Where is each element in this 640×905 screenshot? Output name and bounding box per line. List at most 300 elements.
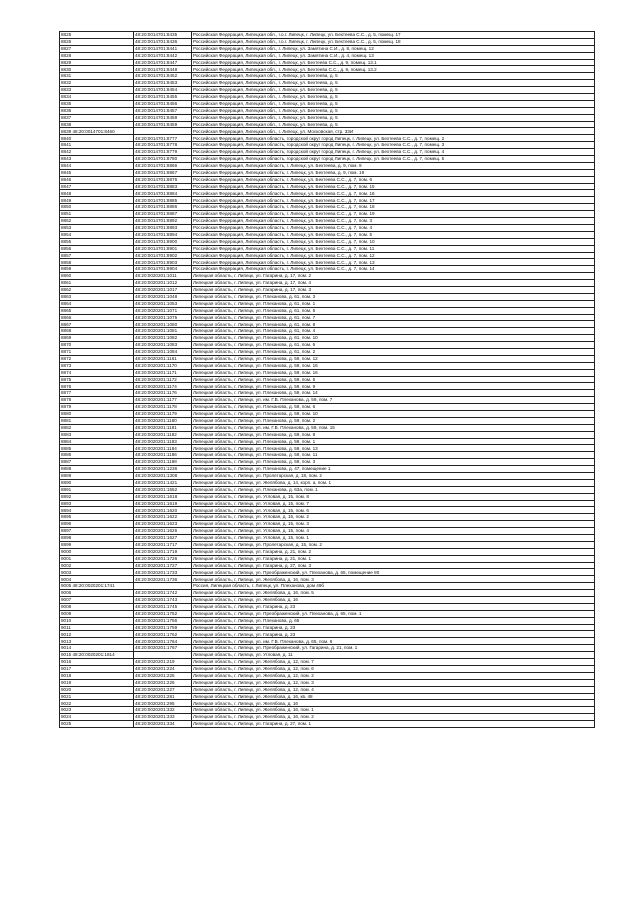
row-number-cell: 8840 [60,135,134,142]
table-row [60,410,595,417]
address-cell: Российская Федерация, Липецкая обл., г. Липецк, ул. Бехтеева, д. 5 [192,94,595,101]
cadastral-number-cell: 48:20:0014701:8903 [134,259,192,266]
cadastral-number-cell: 48:20:0014701:8883 [134,183,192,190]
cadastral-number-cell: 48:20:0020201:1176 [134,390,192,397]
cadastral-number-cell: 48:20:0014701:8448 [134,66,192,73]
table-row [60,121,595,128]
address-cell: Липецкая область, г. Липецк, ул. Гагарина, д. 23 [192,631,595,638]
cadastral-number-cell: 48:20:0014701:8455 [134,94,192,101]
address-cell: Российская Федерация, Липецкая область, г. Липецк, ул. Бехтеева С.С., д. 7, пом. 19 [192,211,595,218]
cadastral-number-cell: 48:20:0020201:1421 [134,479,192,486]
row-number-cell: 9000 [60,548,134,555]
table-row [60,231,595,238]
table-row [60,128,595,135]
address-cell: Липецкая область, г. Липецк, ул. Плеханова, д. 59, пом. 14 [192,390,595,397]
address-cell: Российская Федерация, Липецкая обл., г. Липецк, ул. Бехтеева, д. 5 [192,121,595,128]
table-row [60,438,595,445]
table-row [60,535,595,542]
row-number-cell: 9013 [60,638,134,645]
row-number-cell: 9017 [60,665,134,672]
address-cell: Липецкая область, г. Липецк, ул. Плеханова, д. 59, пом. 16 [192,369,595,376]
cadastral-number-cell: 48:20:0020201:1756 [134,617,192,624]
row-number-cell: 8876 [60,383,134,390]
table-row [60,486,595,493]
row-number-cell: 9007 [60,597,134,604]
address-cell: Липецкая область, г. Липецк, ул. Гагарина, д. 21, пом. 2 [192,548,595,555]
table-row [60,686,595,693]
row-number-cell: 8842 [60,149,134,156]
table-row [60,100,595,107]
cadastral-number-cell: 48:20:0014701:8441 [134,45,192,52]
row-number-cell: 8899 [60,541,134,548]
cadastral-number-cell [134,583,192,590]
cadastral-number-cell: 48:20:0014701:8886 [134,204,192,211]
address-cell: Российская Федерация, Липецкая обл., г. Липецк, ул. Бехтеева, д. 5 [192,80,595,87]
table-row [60,721,595,728]
row-number-cell: 9006 [60,590,134,597]
address-cell: Липецкая область, г. Липецк, ул. Гагарина, д. 23 [192,624,595,631]
table-row [60,245,595,252]
address-cell: Липецкая область, г. Липецк, ул. Гагарина, д. 27, пом. 1 [192,721,595,728]
address-cell: Липецкая область, г. Липецк, ул. Плеханова, д. 61, пом. 4 [192,328,595,335]
row-number-cell: 9003 [60,569,134,576]
row-number-cell: 8836 [60,107,134,114]
address-cell: Российская Федерация, Липецкая область, г. Липецк, ул. Бехтеева С.С., д. 7, пом. 6 [192,176,595,183]
row-number-cell: 8882 [60,424,134,431]
row-number-cell: 8890 [60,479,134,486]
address-cell: Липецкая область, г. Липецк, ул. Преображенский, ул. Плеханова, д. 65, пом. 1 [192,610,595,617]
table-row [60,672,595,679]
cadastral-number-cell: 48:20:0020201:1186 [134,452,192,459]
row-number-cell: 8888 [60,466,134,473]
address-cell: Российская Федерация, Липецкая область, городской округ город Липецк, г. Липецк, ул. Бехтеева С.С., д. 7, помещ. 2 [192,135,595,142]
table-row [60,707,595,714]
table-row [60,445,595,452]
table-row [60,59,595,66]
cadastral-number-cell: 48:20:0020201:1177 [134,397,192,404]
address-cell: Российская Федерация, Липецкая область, городской округ город Липецк, г. Липецк, ул. Бехтеева С.С., д. 7, помещ. 3 [192,142,595,149]
table-row [60,45,595,52]
table-row [60,714,595,721]
row-number-cell: 9009 [60,610,134,617]
table-row [60,431,595,438]
table-row [60,114,595,121]
address-cell: Липецкая область, г. Липецк, ул. Плеханова, д. 59, пом. 8 [192,431,595,438]
row-number-cell: 8826 [60,38,134,45]
cadastral-number-cell: 48:20:0014701:8885 [134,197,192,204]
row-number-cell: 8852 [60,218,134,225]
address-cell: Липецкая область, г. Липецк, ул. Плеханова, д. 59, пом. 12 [192,355,595,362]
cadastral-number-cell: 48:20:0020201:1181 [134,424,192,431]
address-cell: Липецкая область, г. Липецк, ул. Плеханова, д. 59, пом. 10 [192,410,595,417]
table-row [60,521,595,528]
cadastral-number-cell [134,652,192,659]
cadastral-number-cell: 48:20:0014701:8447 [134,59,192,66]
address-cell: Липецкая область, г. Липецк, ул. Желябова, д. 16 [192,597,595,604]
address-cell: Российская Федерация, Липецкая обл., г. Липецк, ул. Московская, стр. 33И [192,128,595,135]
address-cell: Российская Федерация, Липецкая область, г. Липецк, ул. Бехтеева С.С., д. 7, пом. 13 [192,259,595,266]
table-row [60,135,595,142]
address-cell: Российская Федерация, Липецкая обл., г. Липецк, ул. Бехтеева, д. 5 [192,114,595,121]
table-row [60,238,595,245]
row-number-cell: 8833 [60,87,134,94]
row-number-cell: 8835 [60,100,134,107]
register-table [59,31,595,728]
address-cell: Липецкая область, г. Липецк, ул. Желябова, д. 16, пом. 3 [192,576,595,583]
table-row [60,73,595,80]
table-row [60,693,595,700]
address-cell: Липецкая область, г. Липецк, ул. им. Г.В. Плеханова, д. 59, пом. 15 [192,424,595,431]
row-number-cell: 9015 48:20:0020201:1814 [60,652,134,659]
cadastral-number-cell: 48:20:0020201:1172 [134,376,192,383]
row-number-cell: 8865 [60,307,134,314]
row-number-cell: 9018 [60,672,134,679]
address-cell: Липецкая область, г. Липецк, ул. Плеханова, д. 61, пом. 8 [192,321,595,328]
cadastral-number-cell: 48:20:0020201:1075 [134,314,192,321]
address-cell: Липецкая область, г. Липецк, ул. Угловая, д. 15, пом. 7 [192,500,595,507]
row-number-cell: 8891 [60,486,134,493]
cadastral-number-cell: 48:20:0020201:295 [134,700,192,707]
table-row [60,355,595,362]
address-cell: Российская Федерация, Липецкая область, г. Липецк, ул. Бехтеева С.С., д. 7, пом. 4 [192,224,595,231]
address-cell: Российская Федерация, Липецкая область, г. Липецк, ул. Бехтеева С.С., д. 7, пом. 14 [192,266,595,273]
address-cell: Липецкая область, г. Липецк, ул. Угловая, д. 15, пом. 4 [192,528,595,535]
address-cell: Липецкая область, г. Липецк, ул. Плеханова, д. 59, пом. 13 [192,445,595,452]
row-number-cell: 8889 [60,473,134,480]
table-row [60,169,595,176]
table-row [60,32,595,39]
cadastral-number-cell: 48:20:0020201:1719 [134,548,192,555]
table-row [60,348,595,355]
address-cell: Липецкая область, г. Липецк, ул. Плеханова, д. 63а, пом. 1 [192,486,595,493]
cadastral-number-cell: 48:20:0014701:8779 [134,149,192,156]
address-cell: Российская Федерация, Липецкая область, г. Липецк, ул. Бехтеева С.С., д. 7, пом. 10 [192,238,595,245]
cadastral-number-cell: 48:20:0014701:8904 [134,266,192,273]
table-row [60,583,595,590]
address-cell: Российская Федерация, Липецкая область, городской округ город Липецк, г. Липецк, ул. Бехтеева С.С., д. 7, помещ. 4 [192,149,595,156]
row-number-cell: 8841 [60,142,134,149]
row-number-cell: 8892 [60,493,134,500]
table-row [60,321,595,328]
row-number-cell: 8875 [60,376,134,383]
table-row [60,80,595,87]
table-row [60,252,595,259]
row-number-cell: 9001 [60,555,134,562]
row-number-cell: 9025 [60,721,134,728]
cadastral-number-cell: 48:20:0020201:332 [134,707,192,714]
address-cell: Липецкая область, г. Липецк, ул. Желябова, д. 16, пом. 5 [192,590,595,597]
table-row [60,479,595,486]
address-cell: Российская Федерация, Липецкая область, городской округ город Липецк, г. Липецк, ул. Бехтеева С.С., д. 7, помещ. 5 [192,156,595,163]
address-cell: Липецкая область, г. Липецк, ул. Плеханова, д. 61, пом. 6 [192,342,595,349]
table-row [60,376,595,383]
address-cell: Липецкая область, г. Липецк, ул. Гагарина, д. 21, пом. 1 [192,555,595,562]
table-row [60,562,595,569]
cadastral-number-cell: 48:20:0014701:8876 [134,176,192,183]
table-row [60,142,595,149]
table-row [60,314,595,321]
row-number-cell: 9016 [60,659,134,666]
cadastral-number-cell: 48:20:0020201:1182 [134,431,192,438]
address-cell: Липецкая область, г. Липецк, ул. Плеханова, д. 61, пом. 1 [192,300,595,307]
table-row [60,700,595,707]
table-row [60,624,595,631]
table-row [60,328,595,335]
row-number-cell: 8859 [60,266,134,273]
address-cell: Российская Федерация, Липецкая обл., г. Липецк, ул. Бехтеева, д. 5 [192,73,595,80]
cadastral-number-cell: 48:20:0020201:333 [134,714,192,721]
address-cell: Липецкая область, г. Липецк, ул. Плеханова, д. 61, пом. 10 [192,335,595,342]
row-number-cell: 8894 [60,507,134,514]
row-number-cell: 8845 [60,169,134,176]
cadastral-number-cell: 48:20:0020201:1179 [134,410,192,417]
address-cell: Российская Федерация, Липецкая обл., г.о.г. Липецк, г. Липецк, ул. Бехтеева С.С., д. 5, помещ. 17 [192,32,595,39]
row-number-cell: 8844 [60,162,134,169]
row-number-cell: 8870 [60,342,134,349]
cadastral-number-cell: 48:20:0020201:1080 [134,321,192,328]
table-row [60,617,595,624]
row-number-cell: 9020 [60,686,134,693]
address-cell: Липецкая область, г. Липецк, ул. Гагарина, д. 27, пом. 3 [192,562,595,569]
table-row [60,424,595,431]
row-number-cell: 9023 [60,707,134,714]
address-cell: Липецкая область, г. Липецк, ул. Гагарина, д. 17, пом. 4 [192,280,595,287]
cadastral-number-cell: 48:20:0020201:1623 [134,521,192,528]
row-number-cell: 9008 [60,603,134,610]
address-cell: Липецкая область, г. Липецк, ул. Желябова, д. 16, кв. 48 [192,693,595,700]
address-cell: Липецкая область, г. Липецк, ул. Плеханова, д. 61, пом. 7 [192,314,595,321]
row-number-cell: 8857 [60,252,134,259]
cadastral-number-cell: 48:20:0014701:8893 [134,224,192,231]
address-cell: Российская Федерация, Липецкая обл., г. Липецк, ул. Бехтеева, д. 5 [192,100,595,107]
row-number-cell: 8877 [60,390,134,397]
address-cell: Липецкая область, г. Липецк, ул. Гагарина, д. 23 [192,603,595,610]
cadastral-number-cell: 48:20:0020201:1733 [134,569,192,576]
table-row [60,500,595,507]
row-number-cell: 8831 [60,73,134,80]
row-number-cell: 9005 48:20:0020201:1741 [60,583,134,590]
row-number-cell: 8847 [60,183,134,190]
row-number-cell: 8896 [60,521,134,528]
table-row [60,107,595,114]
cadastral-number-cell: 48:20:0020201:1752 [134,610,192,617]
cadastral-number-cell: 48:20:0020201:226 [134,679,192,686]
cadastral-number-cell: 48:20:0020201:1726 [134,555,192,562]
address-cell: Липецкая область, г. Липецк, ул. Желябова, д. 12, пом. 2 [192,672,595,679]
register-table-body [60,32,595,728]
cadastral-number-cell: 48:20:0020201:334 [134,721,192,728]
row-number-cell: 8855 [60,238,134,245]
cadastral-number-cell: 48:20:0014701:8458 [134,114,192,121]
table-row [60,528,595,535]
cadastral-number-cell: 48:20:0020201:1174 [134,383,192,390]
address-cell: Российская Федерация, Липецкая область, г. Липецк, ул. Бехтеева С.С., д. 7, пом. 18 [192,204,595,211]
address-cell: Липецкая область, г. Липецк, ул. Плеханова, д. 59, пом. 3 [192,459,595,466]
table-row [60,631,595,638]
row-number-cell: 8874 [60,369,134,376]
cadastral-number-cell: 48:20:0014701:8777 [134,135,192,142]
cadastral-number-cell: 48:20:0020201:1053 [134,300,192,307]
address-cell: Российская Федерация, Липецкая область, г. Липецк, ул. Бехтеева С.С., д. 7, пом. 15 [192,183,595,190]
table-row [60,665,595,672]
table-row [60,280,595,287]
row-number-cell: 9010 [60,617,134,624]
row-number-cell: 8832 [60,80,134,87]
cadastral-number-cell: 48:20:0020201:1762 [134,631,192,638]
row-number-cell: 8830 [60,66,134,73]
row-number-cell: 8837 [60,114,134,121]
address-cell: Российская Федерация, Липецкая обл., г. Липецк, ул. Бехтеева С.С., д. 9, помещ. 13.2 [192,66,595,73]
address-cell: Липецкая область, г. Липецк, ул. Угловая, д. 11 [192,652,595,659]
row-number-cell: 8838 [60,121,134,128]
cadastral-number-cell: 48:20:0020201:1759 [134,624,192,631]
table-row [60,156,595,163]
cadastral-number-cell: 48:20:0014701:8454 [134,87,192,94]
table-row [60,569,595,576]
address-cell: Липецкая область, г. Липецк, ул. Плеханова, д. 47, помещение 1 [192,466,595,473]
address-cell: Липецкая область, г. Липецк, ул. Желябова, д. 12, пом. 6 [192,665,595,672]
cadastral-number-cell: 48:20:0014701:8900 [134,238,192,245]
table-row [60,548,595,555]
row-number-cell: 8850 [60,204,134,211]
row-number-cell: 8867 [60,321,134,328]
row-number-cell: 9019 [60,679,134,686]
row-number-cell: 8839 48:20:0014701:8460 [60,128,134,135]
cadastral-number-cell: 48:20:0020201:1188 [134,459,192,466]
table-row [60,645,595,652]
row-number-cell: 8853 [60,224,134,231]
row-number-cell: 9012 [60,631,134,638]
address-cell: Российская Федерация, Липецкая обл., г.о.г. Липецк, г. Липецк, ул. Бехтеева С.С., д. 5, помещ. 18 [192,38,595,45]
table-row [60,679,595,686]
table-row [60,300,595,307]
table-row [60,638,595,645]
table-row [60,417,595,424]
cadastral-number-cell: 48:20:0020201:1171 [134,369,192,376]
cadastral-number-cell: 48:20:0020201:225 [134,672,192,679]
table-row [60,659,595,666]
address-cell: Липецкая область, г. Липецк, ул. Желябова, д. 16, пом. 1 [192,707,595,714]
row-number-cell: 8854 [60,231,134,238]
cadastral-number-cell: 48:20:0014701:8453 [134,80,192,87]
address-cell: Российская Федерация, Липецкая область, г. Липецк, ул. Бехтеева С.С., д. 7, пом. 16 [192,190,595,197]
table-row [60,404,595,411]
address-cell: Россия, Липецкая область, г. Липецк, ул. Плеханова, дом 49б [192,583,595,590]
address-cell: Липецкая область, г. Липецк, ул. им. Г.В. Плеханова, д. 65, пом. 6 [192,638,595,645]
address-cell: Липецкая область, г. Липецк, ул. Угловая, д. 15, пом. 6 [192,507,595,514]
row-number-cell: 8887 [60,459,134,466]
cadastral-number-cell: 48:20:0020201:1627 [134,535,192,542]
table-row [60,307,595,314]
table-row [60,190,595,197]
cadastral-number-cell: 48:20:0020201:219 [134,659,192,666]
table-row [60,652,595,659]
row-number-cell: 8883 [60,431,134,438]
address-cell: Липецкая область, г. Липецк, ул. Гагарина, д. 17, пом. 3 [192,286,595,293]
row-number-cell: 9014 [60,645,134,652]
cadastral-number-cell: 48:20:0014701:8866 [134,162,192,169]
row-number-cell: 8864 [60,300,134,307]
address-cell: Липецкая область, г. Липецк, ул. Пролетарская, д. 15, пом. 2 [192,541,595,548]
row-number-cell: 8829 [60,59,134,66]
address-cell: Российская Федерация, Липецкая обл., г. Липецк, ул. Бехтеева, д. 5 [192,107,595,114]
table-row [60,473,595,480]
row-number-cell: 8861 [60,280,134,287]
cadastral-number-cell: 48:20:0020201:281 [134,693,192,700]
address-cell: Российская Федерация, Липецкая область, г. Липецк, ул. Бехтеева, д. 9, пом. 9 [192,162,595,169]
address-cell: Российская Федерация, Липецкая область, г. Липецк, ул. Бехтеева С.С., д. 7, пом. 12 [192,252,595,259]
table-row [60,493,595,500]
cadastral-number-cell: 48:20:0014701:8778 [134,142,192,149]
cadastral-number-cell: 48:20:0020201:1717 [134,541,192,548]
cadastral-number-cell: 48:20:0020201:1012 [134,280,192,287]
cadastral-number-cell: 48:20:0020201:1083 [134,342,192,349]
table-row [60,369,595,376]
cadastral-number-cell: 48:20:0014701:8901 [134,245,192,252]
row-number-cell: 9004 [60,576,134,583]
row-number-cell: 9024 [60,714,134,721]
cadastral-number-cell: 48:20:0014701:8435 [134,32,192,39]
table-row [60,197,595,204]
row-number-cell: 8827 [60,45,134,52]
table-row [60,555,595,562]
table-row [60,94,595,101]
table-row [60,149,595,156]
cadastral-number-cell: 48:20:0014701:8887 [134,211,192,218]
cadastral-number-cell: 48:20:0020201:224 [134,665,192,672]
table-row [60,259,595,266]
address-cell: Российская Федерация, Липецкая обл., г. Липецк, ул. Замятина С.И., д. 4, помещ. 13 [192,52,595,59]
row-number-cell: 8856 [60,245,134,252]
row-number-cell: 8860 [60,273,134,280]
cadastral-number-cell: 48:20:0014701:8884 [134,190,192,197]
table-row [60,390,595,397]
table-row [60,603,595,610]
cadastral-number-cell: 48:20:0014701:8459 [134,121,192,128]
row-number-cell: 8886 [60,452,134,459]
address-cell: Липецкая область, г. Липецк, ул. Угловая, д. 15, пом. 1 [192,535,595,542]
table-row [60,293,595,300]
row-number-cell: 8848 [60,190,134,197]
cadastral-number-cell: 48:20:0020201:1011 [134,273,192,280]
table-row [60,383,595,390]
row-number-cell: 9011 [60,624,134,631]
row-number-cell: 8871 [60,348,134,355]
cadastral-number-cell: 48:20:0020201:1048 [134,293,192,300]
cadastral-number-cell: 48:20:0020201:1170 [134,362,192,369]
address-cell: Липецкая область, г. Липецк, ул. Угловая, д. 15, пом. 2 [192,514,595,521]
address-cell: Липецкая область, г. Липецк, ул. Плеханова, д. 61, пом. 3 [192,293,595,300]
cadastral-number-cell: 48:20:0014701:8894 [134,231,192,238]
row-number-cell: 8846 [60,176,134,183]
cadastral-number-cell: 48:20:0014701:8892 [134,218,192,225]
table-row [60,266,595,273]
address-cell: Российская Федерация, Липецкая обл., г. Липецк, ул. Замятина С.И., д. 8, помещ. 12 [192,45,595,52]
row-number-cell: 9002 [60,562,134,569]
row-number-cell: 8884 [60,438,134,445]
table-row [60,610,595,617]
cadastral-number-cell: 48:20:0020201:1745 [134,603,192,610]
table-row [60,87,595,94]
address-cell: Липецкая область, г. Липецк, ул. Плеханова, д. 59, пом. 5 [192,376,595,383]
cadastral-number-cell: 48:20:0020201:1742 [134,590,192,597]
address-cell: Липецкая область, г. Липецк, ул. Плеханова, д. 65 [192,617,595,624]
cadastral-number-cell: 48:20:0020201:1622 [134,514,192,521]
cadastral-number-cell: 48:20:0020201:1236 [134,466,192,473]
table-row [60,66,595,73]
table-row [60,507,595,514]
row-number-cell: 8862 [60,286,134,293]
